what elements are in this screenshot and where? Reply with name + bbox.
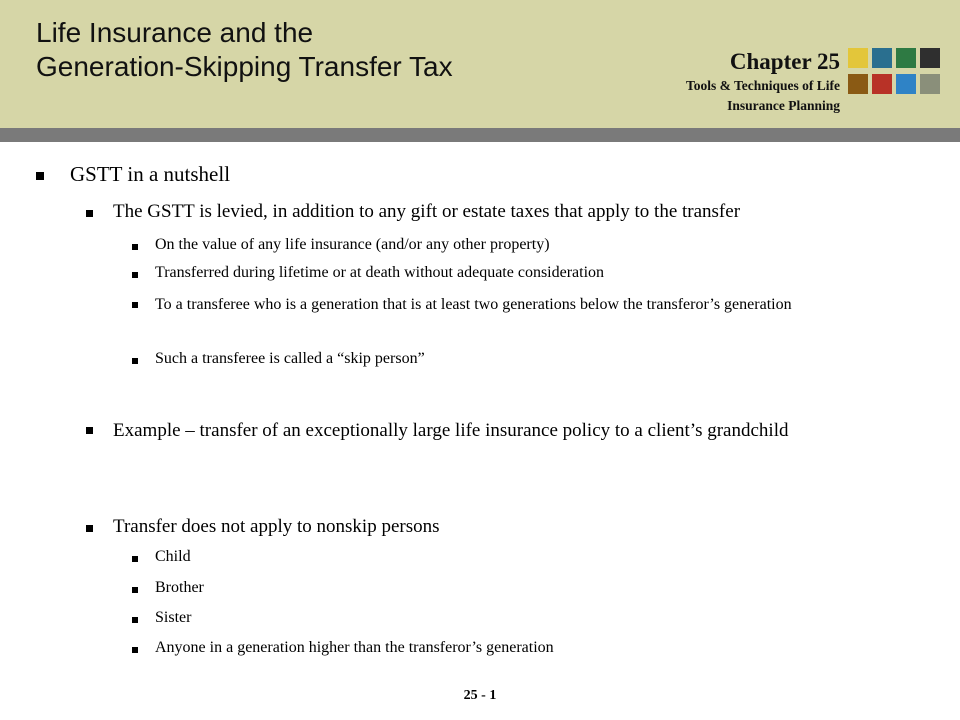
square-bullet-icon xyxy=(132,302,138,308)
slide-title-line-2: Generation-Skipping Transfer Tax xyxy=(36,51,453,82)
color-square xyxy=(896,74,916,94)
square-bullet-icon xyxy=(132,587,138,593)
chapter-title: Chapter 25 xyxy=(729,49,840,74)
color-square xyxy=(920,74,940,94)
color-squares-logo xyxy=(846,48,946,96)
color-square xyxy=(848,48,868,68)
square-bullet-icon xyxy=(132,358,138,364)
square-bullet-icon xyxy=(86,525,93,532)
square-bullet-icon xyxy=(132,244,138,250)
slide-title xyxy=(36,16,596,84)
color-square xyxy=(872,48,892,68)
header-rule xyxy=(0,128,960,142)
chapter-subtitle-line-1: Tools & Techniques of Life xyxy=(685,78,840,93)
slide-content: GSTT in a nutshell The GSTT is levied, in addition to any gift or estate taxes that apply to the transfer On the value of any life insurance (and/or any other property) Transferred during lifetime or at death without adequate consideration To a transferee who is a generation that is at least two generations below the transferor’s generation Such a transferee is called a “skip person” Example – transfer of an exceptionally large life insurance policy to a client’s grandchild Transfer does not apply to nonskip persons Child Brother Sister Anyone in a generation higher than the transferor’s generation xyxy=(0,150,960,680)
chapter-subtitle-line-2: Insurance Planning xyxy=(727,98,840,113)
square-bullet-icon xyxy=(132,272,138,278)
square-bullet-icon xyxy=(132,647,138,653)
color-square xyxy=(872,74,892,94)
slide-title-line-1: Life Insurance and the xyxy=(36,17,314,48)
color-square xyxy=(896,48,916,68)
square-bullet-icon xyxy=(86,210,93,217)
chapter-block xyxy=(686,48,840,116)
page-number: 25 - 1 xyxy=(463,688,497,703)
square-bullet-icon xyxy=(132,556,138,562)
color-square xyxy=(920,48,940,68)
square-bullet-icon xyxy=(86,427,93,434)
square-bullet-icon xyxy=(132,617,138,623)
square-bullet-icon xyxy=(36,172,44,180)
color-square xyxy=(848,74,868,94)
